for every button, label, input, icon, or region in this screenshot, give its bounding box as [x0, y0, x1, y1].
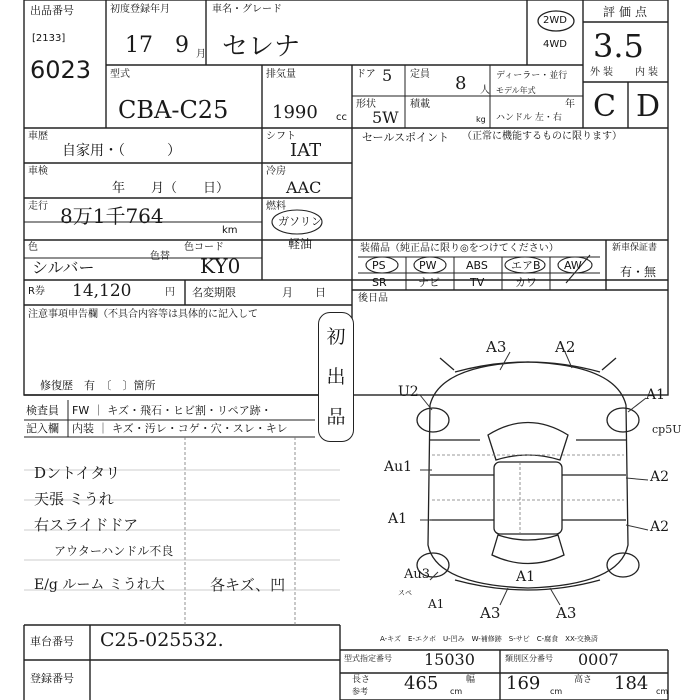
remark-line-4: アウターハンドル不良 — [54, 544, 174, 558]
warranty-value: 有・無 — [620, 265, 657, 279]
dmg-label-a2-right: A2 — [650, 469, 670, 485]
width-unit: cm — [550, 687, 563, 696]
height-label: 高さ — [574, 675, 593, 685]
inspector-label: 検査員 — [26, 404, 59, 417]
dmg-label-a3-rear-left: A3 — [480, 604, 501, 622]
new-car-warranty-label: 新車保証書 — [612, 243, 658, 253]
dmg-label-au3: Au3 — [404, 567, 431, 582]
first-reg-label: 初度登録年月 — [110, 4, 170, 15]
car-name: セレナ — [222, 32, 301, 62]
damage-legend: A-キズ E-エクボ U-凹み W-補修跡 S-サビ C-腐食 XX-交換済 — [380, 635, 598, 643]
equip-item-abs: ABS — [466, 259, 488, 272]
equip-item-sr: SR — [372, 276, 387, 289]
chassis-value: C25-025532. — [100, 629, 224, 651]
equip-item-leather: カワ — [515, 276, 537, 289]
remark-line-2: 天張 ミうれ — [34, 490, 114, 508]
paint-label: 色替 — [150, 251, 170, 262]
first-listing-stamp — [318, 312, 354, 442]
length-value: 465 — [404, 673, 439, 694]
fuel-label: 燃料 — [266, 201, 286, 212]
equip-item-ps: PS — [372, 259, 386, 272]
first-reg-year: 17 — [125, 33, 153, 58]
mirror-label: スペ — [398, 589, 412, 597]
sales-note: （正常に機能するものに限ります） — [462, 131, 622, 142]
color-code-value: KY0 — [200, 254, 241, 278]
inspection-label: 車検 — [28, 166, 48, 177]
height-value: 184 — [614, 673, 649, 694]
displacement-label: 排気量 — [266, 69, 296, 80]
doors-label: ドア — [356, 69, 376, 80]
remark-right: 各キズ、凹 — [210, 576, 286, 594]
height-unit: cm — [656, 687, 669, 696]
ac-value: AAC — [286, 178, 322, 197]
width-value: 169 — [506, 673, 541, 694]
category-value: 0007 — [578, 650, 619, 669]
equip-item-tv: TV — [470, 276, 485, 289]
first-reg-month: 9 — [175, 33, 189, 58]
length-label: 長さ — [352, 675, 371, 685]
dmg-label-a1-rear-left: A1 — [428, 597, 445, 611]
recycle-value: 14,120 — [72, 281, 132, 301]
shift-value: IAT — [290, 140, 322, 161]
chassis-label: 車台番号 — [30, 635, 74, 648]
remark-line-5: E/g ルーム ミうれ大 — [34, 577, 165, 593]
drive-4wd: 4WD — [543, 39, 567, 50]
model-spec-value: 15030 — [424, 650, 475, 669]
dmg-label-a3-rear-right: A3 — [556, 604, 577, 622]
width-label: 幅 — [466, 675, 476, 685]
rear-seat-label: 後日品 — [358, 293, 388, 304]
equip-item-airbag: エアB — [511, 259, 541, 272]
grade-label: 評価点 — [603, 5, 652, 19]
model-value: CBA-C25 — [118, 96, 229, 124]
history-label: 車歴 — [28, 131, 48, 142]
shape-label: 形状 — [356, 99, 376, 110]
dealer-label: ディーラー・並行 — [496, 71, 568, 81]
model-spec-label: 型式指定番号 — [344, 654, 392, 663]
name-change-value: 月 日 — [282, 286, 326, 299]
person-unit: 人 — [480, 85, 490, 96]
dmg-label-a1-roof: A1 — [516, 569, 536, 585]
length-unit: cm — [450, 687, 463, 696]
equip-item-navi: ナビ — [418, 276, 440, 289]
notes-label: 注意事項申告欄（不具合内容等は具体的に記入して — [28, 309, 258, 320]
reg-label: 登録番号 — [30, 672, 74, 685]
shape-value: 5W — [372, 108, 399, 127]
lot-label: 出品番号 — [30, 4, 74, 17]
year-unit: 年 — [565, 99, 575, 110]
remark-line-3: 右スライドドア — [34, 516, 139, 534]
model-year-label: モデル年式 — [496, 86, 536, 95]
history-value: 自家用・（ ） — [62, 143, 181, 159]
lot-code: [2133] — [32, 33, 66, 44]
equip-label: 装備品（純正品に限り◎をつけてください） — [360, 243, 559, 254]
name-change-label: 名変期限 — [192, 286, 236, 299]
grade-value: 3.5 — [593, 27, 644, 65]
handle-label: ハンドル 左・右 — [496, 113, 562, 123]
remark-line-1: Dントイタリ — [34, 464, 121, 482]
shift-label: シフト — [266, 131, 296, 142]
dmg-label-a3-front: A3 — [486, 338, 507, 356]
color-value: シルバー — [32, 258, 95, 277]
ac-label: 冷房 — [266, 166, 286, 177]
recycle-unit: 円 — [165, 287, 175, 298]
cc-unit: cc — [336, 112, 347, 123]
stamp-char-3: 品 — [326, 405, 346, 428]
exterior-value: C — [593, 89, 616, 124]
displacement-value: 1990 — [272, 102, 318, 123]
color-label: 色 — [28, 242, 38, 253]
stamp-char-2: 出 — [326, 365, 346, 388]
inspector-row: FW ｜ キズ・飛石・ヒビ割・リペア跡・ — [72, 404, 272, 417]
capacity-label: 定員 — [410, 69, 430, 80]
recorder-label: 記入欄 — [26, 422, 59, 435]
repair-label: 修復歴 有 〔 〕箇所 — [40, 379, 156, 392]
mileage-label: 走行 — [28, 201, 48, 212]
color-code-label: 色コード — [184, 242, 224, 253]
mileage-value: 8万1千764 — [60, 204, 164, 228]
dmg-label-a1-left: A1 — [388, 511, 408, 527]
drive-2wd: 2WD — [543, 15, 567, 26]
kg-unit: kg — [476, 115, 486, 124]
dmg-label-au1: Au1 — [384, 459, 413, 475]
recorder-row: 内装 ｜ キズ・汚レ・コゲ・穴・スレ・キレ — [72, 422, 288, 435]
stamp-char-1: 初 — [326, 325, 346, 348]
lot-number: 6023 — [30, 56, 92, 84]
car-name-label: 車名・グレード — [212, 4, 282, 15]
equip-item-aw: AW — [564, 259, 582, 272]
exterior-label: 外装 — [590, 67, 616, 78]
dmg-label-cp5u: cp5U — [652, 423, 682, 436]
month-unit: 月 — [196, 49, 206, 60]
dmg-label-a2-right-rear: A2 — [650, 519, 670, 535]
dmg-label-a1-front-right: A1 — [646, 387, 666, 403]
recycle-label: R券 — [28, 286, 45, 297]
model-label: 型式 — [110, 69, 130, 80]
inspection-value: 年 月（ 日） — [112, 181, 230, 196]
interior-label: 内装 — [635, 67, 661, 78]
dmg-label-u2: U2 — [398, 384, 419, 400]
length-ref-label: 参考 — [352, 687, 368, 696]
fuel-gasoline: ガソリン — [278, 215, 322, 228]
km-unit: km — [222, 225, 238, 236]
category-label: 類別区分番号 — [505, 654, 553, 663]
interior-value: D — [636, 89, 661, 124]
fuel-diesel: 軽油 — [288, 237, 313, 251]
loading-label: 積載 — [410, 99, 430, 110]
sales-label: セールスポイント — [362, 131, 450, 144]
capacity-value: 8 — [455, 73, 467, 94]
doors-value: 5 — [382, 66, 393, 85]
dmg-label-a2-front: A2 — [555, 338, 576, 356]
equip-item-pw: PW — [419, 259, 437, 272]
